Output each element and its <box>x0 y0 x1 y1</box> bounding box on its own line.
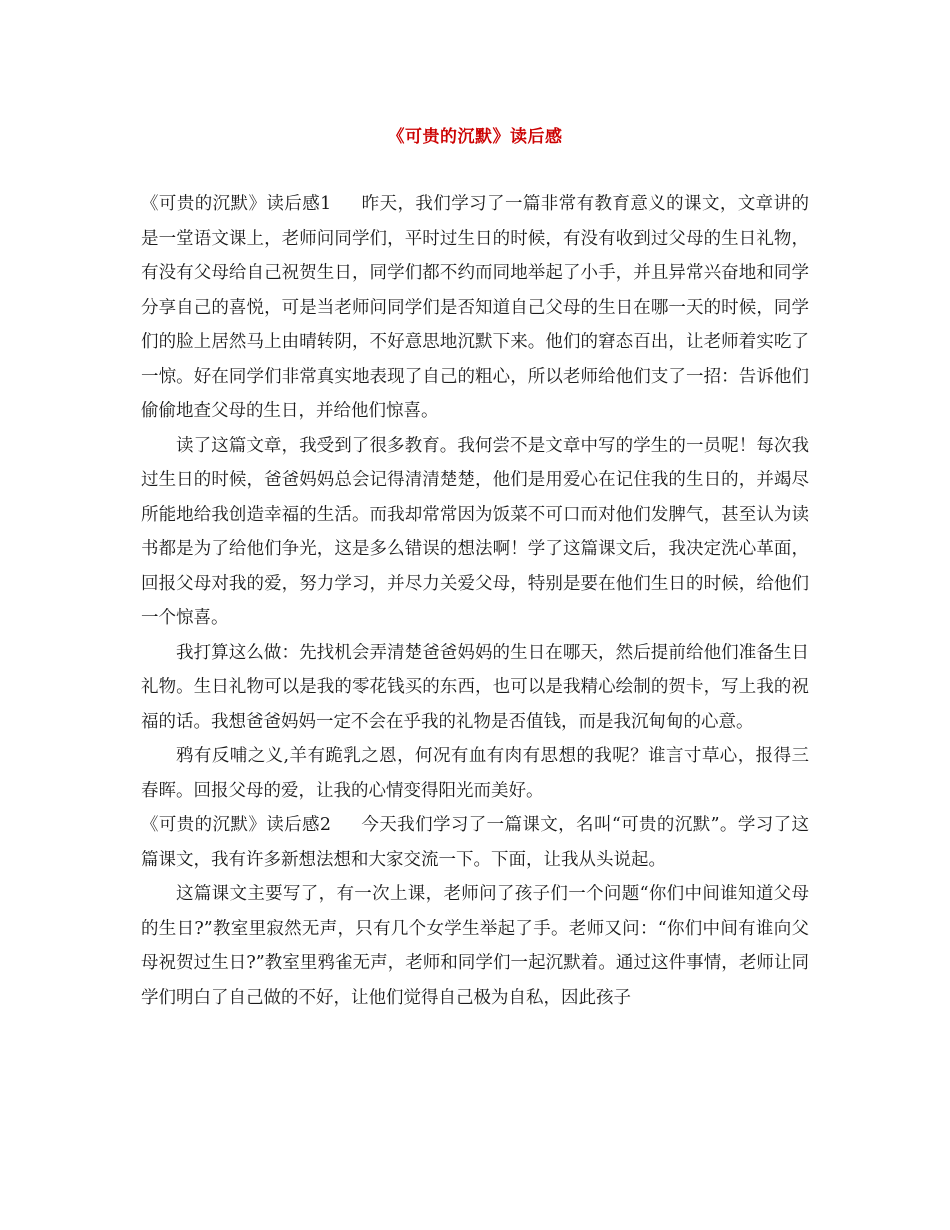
paragraph-s1-p2: 读了这篇文章，我受到了很多教育。我何尝不是文章中写的学生的一员呢！每次我过生日的时候，爸爸妈妈总会记得清清楚楚，他们是用爱心在记住我的生日的，并竭尽所能地给我创造幸福的生活。而我却常常因为饭菜不可口而对他们发脾气，甚至认为读书都是为了给他们争光，这是多么错误的想法啊！学了这篇课文后，我决定洗心革面，回报父母对我的爱，努力学习，并尽力关爱父母，特别是要在他们生日的时候，给他们一个惊喜。 <box>141 435 809 628</box>
section-label-2: 《可贵的沉默》读后感2 <box>141 815 332 835</box>
document-body <box>141 187 809 1015</box>
paragraph-s1-p4: 鸦有反哺之义,羊有跪乳之恩，何况有血有肉有思想的我呢？谁言寸草心，报得三春晖。回报父母的爱，让我的心情变得阳光而美好。 <box>141 746 809 801</box>
paragraph-s1-p3: 我打算这么做：先找机会弄清楚爸爸妈妈的生日在哪天，然后提前给他们准备生日礼物。生日礼物可以是我的零花钱买的东西，也可以是我精心绘制的贺卡，写上我的祝福的话。我想爸爸妈妈一定不会在乎我的礼物是否值钱，而是我沉甸甸的心意。 <box>141 642 809 732</box>
paragraph-s2-p2: 这篇课文主要写了，有一次上课，老师问了孩子们一个问题“你们中间谁知道父母的生日?”教室里寂然无声，只有几个女学生举起了手。老师又问：“你们中间有谁向父母祝贺过生日?”教室里鸦雀无声，老师和同学们一起沉默着。通过这件事情，老师让同学们明白了自己做的不好，让他们觉得自己极为自私，因此孩子 <box>141 884 809 1008</box>
section-label-1: 《可贵的沉默》读后感1 <box>141 194 332 214</box>
paragraph-text: 今天我们学习了一篇课文，名叫“可贵的沉默”。学习了这篇课文，我有许多新想法想和大家交流一下。下面，让我从头说起。 <box>141 815 809 870</box>
paragraph-s2-p1 <box>141 808 809 877</box>
document-title: 《可贵的沉默》读后感 <box>387 127 563 147</box>
paragraph-s1-p1 <box>141 187 809 429</box>
paragraph-text: 昨天，我们学习了一篇非常有教育意义的课文，文章讲的是一堂语文课上，老师问同学们，平时过生日的时候，有没有收到过父母的生日礼物，有没有父母给自己祝贺生日，同学们都不约而同地举起了小手，并且异常兴奋地和同学分享自己的喜悦，可是当老师问同学们是否知道自己父母的生日在哪一天的时候，同学们的脸上居然马上由晴转阴，不好意思地沉默下来。他们的窘态百出，让老师着实吃了一惊。好在同学们非常真实地表现了自己的粗心，所以老师给他们支了一招：告诉他们偷偷地查父母的生日，并给他们惊喜。 <box>141 194 810 421</box>
